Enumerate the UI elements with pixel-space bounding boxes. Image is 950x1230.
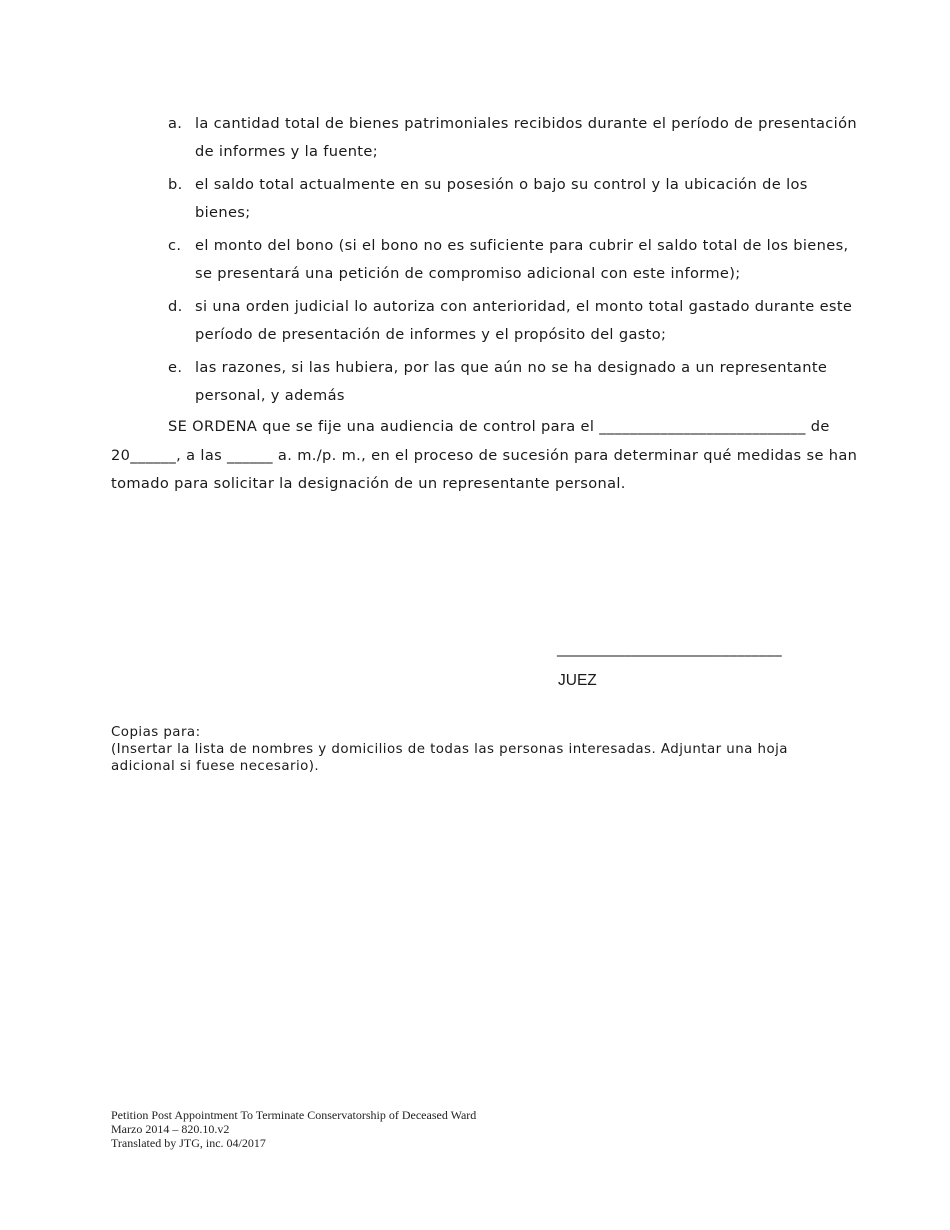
- list-item-c: [168, 232, 858, 288]
- list-item-e: [168, 354, 858, 410]
- order-paragraph: SE ORDENA que se fije una audiencia de control para el ___________________________ de 20______, a las ______ a. m./p. m., en el proceso de sucesión para determinar qué medidas se han tomado para solicitar la designación de un representante personal.: [111, 418, 858, 492]
- list-item-b: [168, 171, 858, 227]
- list-item-text: el monto del bono (si el bono no es suficiente para cubrir el saldo total de los bienes, se presentará una petición de compromiso adicional con este informe);: [195, 237, 849, 282]
- list-item-d: [168, 293, 858, 349]
- footer-translation-credit: Translated by JTG, inc. 04/2017: [111, 1136, 266, 1150]
- list-item-text: la cantidad total de bienes patrimoniales recibidos durante el período de presentación de informes y la fuente;: [195, 115, 857, 160]
- list-marker: d.: [168, 298, 183, 315]
- copies-heading: Copias para:: [111, 725, 201, 740]
- footer-form-version: Marzo 2014 – 820.10.v2: [111, 1122, 230, 1136]
- itemized-list: [168, 110, 858, 415]
- list-item-text: el saldo total actualmente en su posesión o bajo su control y la ubicación de los bienes;: [195, 176, 808, 221]
- list-item-a: [168, 110, 858, 166]
- page-footer: [111, 1108, 476, 1150]
- list-marker: e.: [168, 359, 183, 376]
- list-marker: c.: [168, 237, 182, 254]
- judge-signature-line: ______________________________: [557, 640, 782, 657]
- judge-label: JUEZ: [558, 672, 597, 689]
- list-item-text: las razones, si las hubiera, por las que aún no se ha designado a un representante personal, y además: [195, 359, 828, 404]
- copies-instructions: (Insertar la lista de nombres y domicilios de todas las personas interesadas. Adjuntar una hoja adicional si fuese necesario).: [111, 742, 788, 774]
- list-marker: a.: [168, 115, 183, 132]
- copies-section: [111, 724, 856, 775]
- list-item-text: si una orden judicial lo autoriza con anterioridad, el monto total gastado durante este período de presentación de informes y el propósito del gasto;: [195, 298, 853, 343]
- list-marker: b.: [168, 176, 183, 193]
- footer-form-title: Petition Post Appointment To Terminate Conservatorship of Deceased Ward: [111, 1108, 477, 1122]
